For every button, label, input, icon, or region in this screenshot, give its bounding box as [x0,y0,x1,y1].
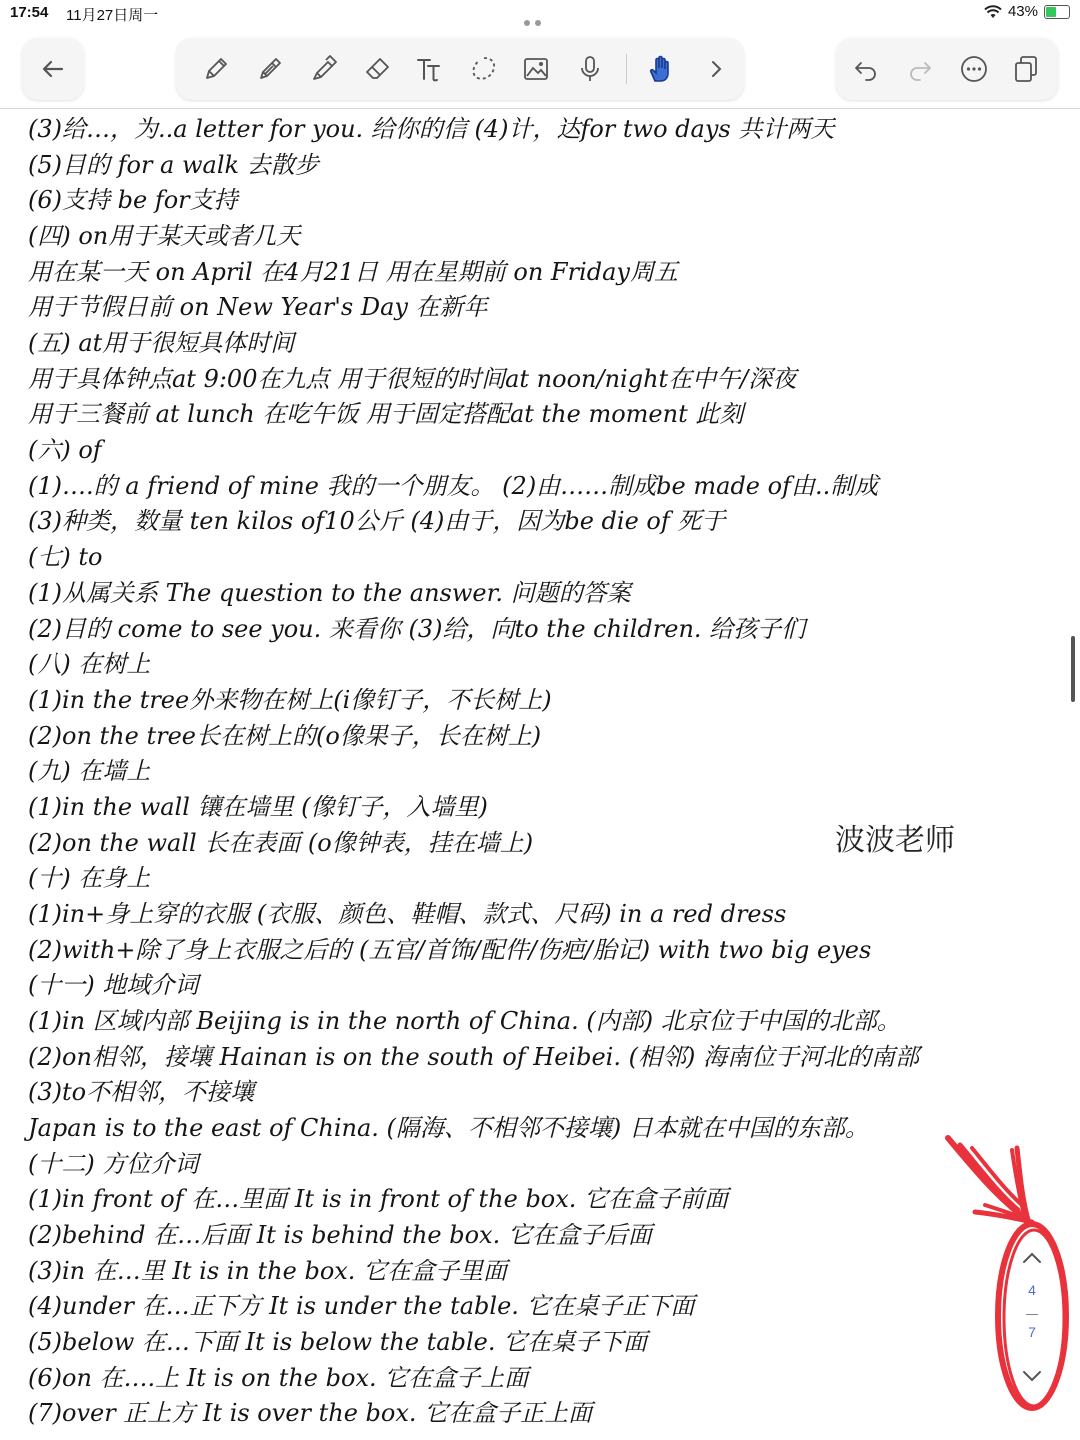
note-line: (四) on用于某天或者几天 [28,222,301,250]
note-line: 用于具体钟点at 9:00在九点 用于很短的时间at noon/night在中午/深夜 [28,365,797,393]
note-line: 用于三餐前 at lunch 在吃午饭 用于固定搭配at the moment 此刻 [28,400,744,428]
note-line: (3)种类，数量 ten kilos of10公斤 (4)由于，因为be die of 死于 [28,507,726,535]
microphone-icon[interactable] [572,51,608,87]
page-separator [1026,1314,1038,1315]
toolbar-divider [0,108,1080,109]
note-line: 用在某一天 on April 在4月21日 用在星期前 on Friday周五 [28,258,678,286]
eraser-icon[interactable] [360,51,396,87]
back-toolbar [22,38,84,100]
note-line: (2)behind 在…后面 It is behind the box. 它在盒子后面 [28,1221,652,1249]
pen-icon[interactable] [198,51,234,87]
actions-toolbar [836,38,1058,100]
note-line: (七) to [28,543,103,571]
note-line: (五) at用于很短具体时间 [28,329,295,357]
note-line: (2)目的 come to see you. 来看你 (3)给，向to the children. 给孩子们 [28,615,806,643]
battery-icon [1044,5,1070,19]
note-line: (7)over 正上方 It is over the box. 它在盒子正上面 [28,1399,593,1427]
note-line: (3)to不相邻，不接壤 [28,1078,255,1106]
note-line: (4)under 在…正下方 It is under the table. 它在桌子正下面 [28,1292,695,1320]
note-line: Japan is to the east of China. (隔海、不相邻不接壤) 日本就在中国的东部。 [28,1114,869,1142]
note-line: (6)on 在….上 It is on the box. 它在盒子上面 [28,1364,529,1392]
note-line: (1)in the wall 镶在墙里 (像钉子，入墙里) [28,793,488,821]
chevron-down-icon[interactable] [1018,1362,1046,1390]
arrow-left-icon[interactable] [35,51,71,87]
redo-icon[interactable] [902,51,938,87]
note-line: (十二) 方位介词 [28,1150,199,1178]
note-line: (九) 在墙上 [28,757,151,785]
lasso-icon[interactable] [466,51,502,87]
note-line: (6)支持 be for支持 [28,186,238,214]
note-line: (八) 在树上 [28,650,151,678]
status-right [984,3,1070,20]
undo-icon[interactable] [848,51,884,87]
note-line: (十) 在身上 [28,864,151,892]
note-line: (1)从属关系 The question to the answer. 问题的答案 [28,579,631,607]
more-icon[interactable] [956,51,992,87]
note-line: (3)给…，为..a letter for you. 给你的信 (4)计，达for two days 共计两天 [28,115,835,143]
status-date: 11月27日周一 [66,7,159,24]
note-line: (2)with+除了身上衣服之后的 (五官/首饰/配件/伤疤/胎记) with two big eyes [28,936,872,964]
note-line: (1)in+身上穿的衣服 (衣服、颜色、鞋帽、款式、尺码) in a red dress [28,900,787,928]
tools-toolbar [176,38,744,100]
chevron-right-icon[interactable] [698,51,734,87]
note-line: 用于节假日前 on New Year's Day 在新年 [28,293,488,321]
note-line: (1)….的 a friend of mine 我的一个朋友。 (2)由……制成be made of由..制成 [28,472,879,500]
scrollbar[interactable] [1071,636,1075,702]
note-line: (2)on相邻，接壤 Hainan is on the south of Heibei. (相邻) 海南位于河北的南部 [28,1043,919,1071]
status-bar [0,0,1080,30]
current-page: 4 [1028,1282,1036,1298]
note-line: (十一) 地域介词 [28,971,199,999]
total-pages: 7 [1028,1324,1036,1340]
note-line: (六) of [28,436,102,464]
status-time: 17:54 [10,4,49,21]
note-line: (2)on the tree长在树上的(o像果子，长在树上) [28,722,542,750]
pages-icon[interactable] [1008,51,1044,87]
teacher-signature: 波波老师 [835,823,955,858]
note-line: (2)on the wall 长在表面 (o像钟表，挂在墙上) [28,829,534,857]
note-line: (1)in 区域内部 Beijing is in the north of China. (内部) 北京位于中国的北部。 [28,1007,901,1035]
battery-percent: 43% [1007,3,1038,20]
chevron-up-icon[interactable] [1018,1244,1046,1272]
wifi-icon [984,5,1002,19]
page-navigator [1010,1238,1054,1398]
text-icon[interactable] [412,51,448,87]
multitasking-dots[interactable] [524,11,556,17]
note-line: (3)in 在…里 It is in the box. 它在盒子里面 [28,1257,508,1285]
note-line: (1)in front of 在…里面 It is in front of the box. 它在盒子前面 [28,1185,729,1213]
image-icon[interactable] [518,51,554,87]
highlighter-icon[interactable] [306,51,342,87]
pencil-icon[interactable] [252,51,288,87]
note-line: (5)目的 for a walk 去散步 [28,151,319,179]
note-line: (1)in the tree外来物在树上(i像钉子，不长树上) [28,686,552,714]
note-line: (5)below 在…下面 It is below the table. 它在桌子下面 [28,1328,648,1356]
hand-pointer-icon[interactable] [642,51,678,87]
